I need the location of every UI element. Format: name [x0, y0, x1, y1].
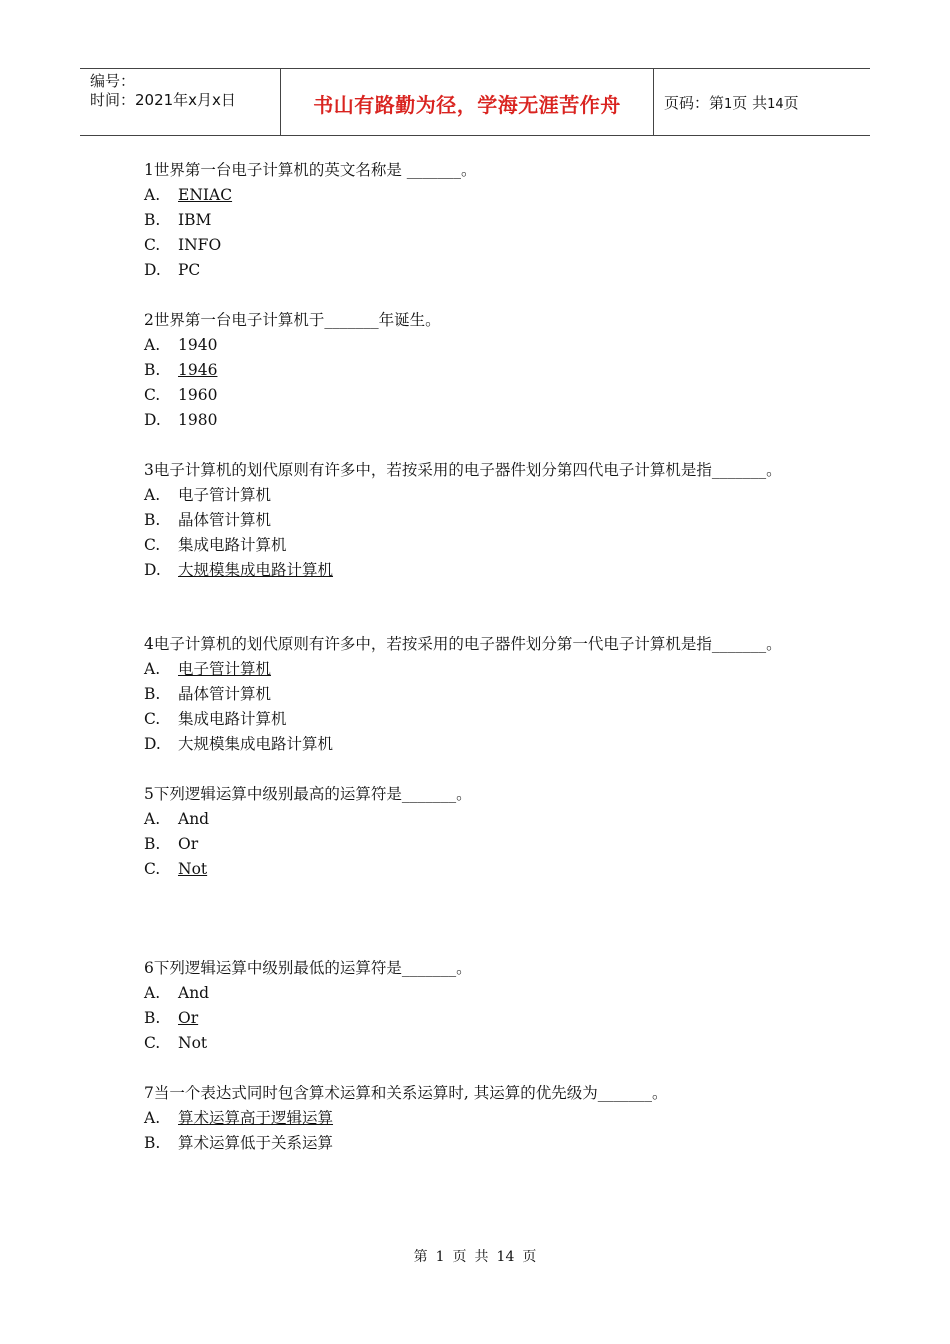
- question-text: 4电子计算机的划代原则有许多中，若按采用的电子器件划分第一代电子计算机是指_______。: [144, 635, 782, 653]
- option-c: [144, 707, 824, 732]
- option-a: [144, 483, 824, 508]
- option-b: [144, 832, 824, 857]
- option-b: [144, 358, 824, 383]
- option-letter: D.: [144, 261, 161, 279]
- option-text-answer: 1946: [178, 361, 218, 379]
- option-a: [144, 657, 824, 682]
- question-list: [144, 158, 824, 1156]
- doc-id-label: 编号：: [90, 72, 136, 90]
- option-letter: A.: [144, 1109, 161, 1127]
- option-letter: B.: [144, 361, 161, 379]
- question-2: [144, 308, 824, 433]
- page-header: [80, 68, 870, 136]
- option-text-answer: Or: [178, 1009, 199, 1027]
- option-letter: C.: [144, 236, 161, 254]
- question-text: 3电子计算机的划代原则有许多中，若按采用的电子器件划分第四代电子计算机是指_______。: [144, 461, 782, 479]
- doc-time-label: 时间：2021年x月x日: [90, 91, 236, 109]
- option-b: [144, 508, 824, 533]
- option-text: PC: [178, 261, 201, 279]
- option-letter: B.: [144, 511, 161, 529]
- question-3: [144, 458, 824, 583]
- question-4: [144, 632, 824, 757]
- option-c: [144, 533, 824, 558]
- option-text: 晶体管计算机: [178, 511, 272, 529]
- option-letter: D.: [144, 735, 161, 753]
- question-6: [144, 956, 824, 1056]
- option-letter: D.: [144, 561, 161, 579]
- question-text: 1世界第一台电子计算机的英文名称是 _______。: [144, 161, 477, 179]
- footer-page-word: 页: [452, 1249, 467, 1265]
- motto: 书山有路勤为径，学海无涯苦作舟: [313, 93, 621, 117]
- option-text: INFO: [178, 236, 222, 254]
- option-letter: A.: [144, 810, 161, 828]
- option-text: And: [178, 810, 210, 828]
- page-end: 页: [783, 94, 799, 112]
- option-letter: B.: [144, 1134, 161, 1152]
- option-c: [144, 1031, 824, 1056]
- page-total: 14: [767, 97, 784, 112]
- question-5: [144, 782, 824, 882]
- option-letter: B.: [144, 1009, 161, 1027]
- option-text: And: [178, 984, 210, 1002]
- question-text: 5下列逻辑运算中级别最高的运算符是_______。: [144, 785, 472, 803]
- option-letter: B.: [144, 211, 161, 229]
- option-text: 1980: [178, 411, 218, 429]
- option-text-answer: 大规模集成电路计算机: [178, 561, 334, 579]
- option-letter: A.: [144, 984, 161, 1002]
- question-text: 7当一个表达式同时包含算术运算和关系运算时, 其运算的优先级为_______。: [144, 1084, 668, 1102]
- option-letter: B.: [144, 685, 161, 703]
- option-text: 大规模集成电路计算机: [178, 735, 334, 753]
- option-a: [144, 333, 824, 358]
- option-text-answer: 电子管计算机: [178, 660, 272, 678]
- option-a: [144, 183, 824, 208]
- option-text: IBM: [178, 211, 212, 229]
- option-b: [144, 1006, 824, 1031]
- option-d: [144, 258, 824, 283]
- option-text: 算术运算低于关系运算: [178, 1134, 334, 1152]
- option-d: [144, 408, 824, 433]
- option-letter: A.: [144, 660, 161, 678]
- option-text: Or: [178, 835, 199, 853]
- option-text: 1940: [178, 336, 218, 354]
- option-c: [144, 233, 824, 258]
- option-letter: C.: [144, 1034, 161, 1052]
- footer-total-pages: 14: [496, 1249, 515, 1265]
- footer-end: 页: [522, 1249, 537, 1265]
- footer-first: 第: [413, 1249, 428, 1265]
- option-b: [144, 682, 824, 707]
- option-letter: C.: [144, 710, 161, 728]
- option-letter: C.: [144, 536, 161, 554]
- option-letter: D.: [144, 411, 161, 429]
- option-a: [144, 981, 824, 1006]
- page-footer: [0, 1246, 950, 1266]
- option-text: 1960: [178, 386, 218, 404]
- option-text: 晶体管计算机: [178, 685, 272, 703]
- question-1: [144, 158, 824, 283]
- header-meta: [80, 69, 281, 135]
- option-text-answer: Not: [178, 860, 208, 878]
- option-letter: A.: [144, 486, 161, 504]
- question-text: 6下列逻辑运算中级别最低的运算符是_______。: [144, 959, 472, 977]
- option-letter: A.: [144, 186, 161, 204]
- option-letter: A.: [144, 336, 161, 354]
- option-letter: B.: [144, 835, 161, 853]
- option-text-answer: 算术运算高于逻辑运算: [178, 1109, 334, 1127]
- option-d: [144, 732, 824, 757]
- header-motto-cell: [281, 69, 654, 135]
- option-text: Not: [178, 1034, 208, 1052]
- option-c: [144, 383, 824, 408]
- option-text: 集成电路计算机: [178, 710, 287, 728]
- option-b: [144, 208, 824, 233]
- page-number: 1: [724, 97, 733, 112]
- option-letter: C.: [144, 860, 161, 878]
- page-mid: 页 共: [732, 94, 768, 112]
- option-b: [144, 1131, 824, 1156]
- header-page-info: [654, 69, 870, 135]
- option-a: [144, 1106, 824, 1131]
- question-text: 2世界第一台电子计算机于_______年诞生。: [144, 311, 441, 329]
- option-a: [144, 807, 824, 832]
- footer-page-number: 1: [435, 1249, 445, 1265]
- option-text-answer: ENIAC: [178, 186, 233, 204]
- option-d: [144, 558, 824, 583]
- question-7: [144, 1081, 824, 1156]
- footer-total-word: 共: [474, 1249, 489, 1265]
- option-text: 集成电路计算机: [178, 536, 287, 554]
- option-c: [144, 857, 824, 882]
- page-label: 页码：第: [664, 94, 725, 112]
- option-text: 电子管计算机: [178, 486, 272, 504]
- option-letter: C.: [144, 386, 161, 404]
